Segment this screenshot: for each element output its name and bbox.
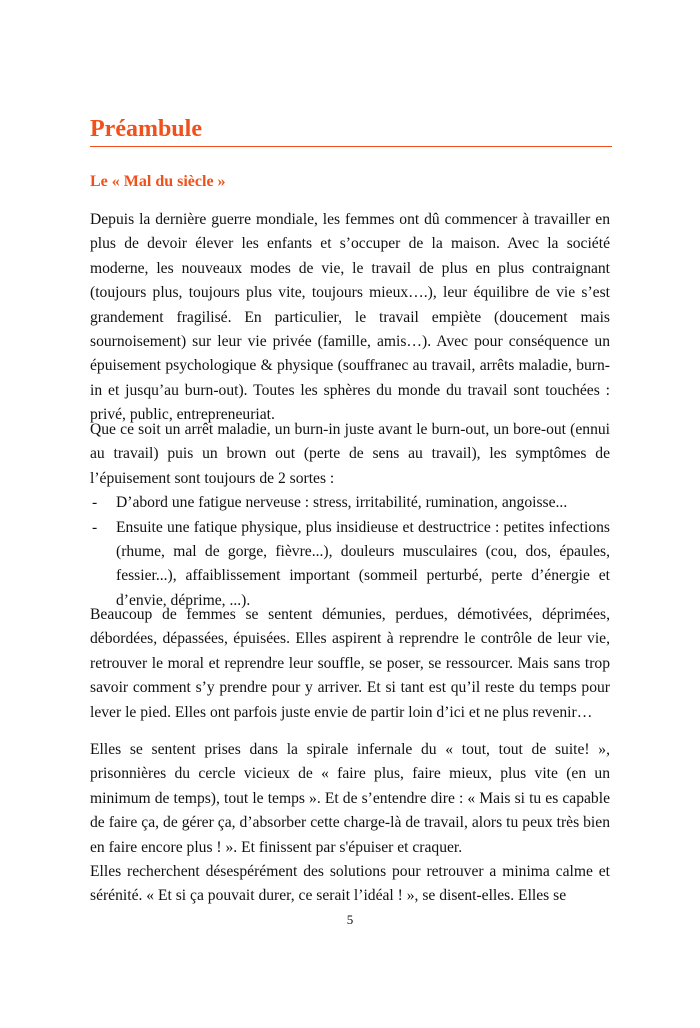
symptoms-intro-text: Que ce soit un arrêt maladie, un burn-in juste avant le burn-out, un bore-out (ennui au travail) puis un brown out (perte de sens au travail), les symptômes de l’épuisement sont toujours de 2 sortes :: [90, 421, 610, 487]
list-item-text: D’abord une fatigue nerveuse : stress, irritabilité, rumination, angoisse...: [116, 494, 568, 512]
dash-bullet: -: [92, 518, 98, 536]
list-item: [90, 491, 610, 515]
dash-bullet: -: [92, 494, 98, 512]
paragraph-intro: Depuis la dernière guerre mondiale, les femmes ont dû commencer à travailler en plus de devoir élever les enfants et s’occuper de la maison. Avec la société moderne, les nouveaux modes de vie, le travail de plus en plus contraignant (toujours plus, toujours plus vite, toujours mieux….), leur équilibre de vie s’est grandement fragilisé. En particulier, le travail empiète (doucement mais sournoisement) sur leur vie privée (famille, amis…). Avec pour conséquence un épuisement psychologique & physique (souffranec au travail, arrêts maladie, burn-in et jusqu’au burn-out). Toutes les sphères du monde du travail sont touchées : privé, public, entrepreneuriat.: [90, 211, 610, 424]
list-item: [90, 516, 610, 614]
section-subtitle: Le « Mal du siècle »: [90, 173, 226, 190]
page-title: Préambule: [90, 112, 612, 147]
page-number: 5: [346, 912, 354, 927]
paragraph-symptoms: [90, 418, 610, 613]
paragraph-spiral: Elles se sentent prises dans la spirale infernale du « tout, tout de suite! », prisonnières du cercle vicieux de « faire plus, faire mieux, plus vite (en un minimum de temps), tout le temps ». Et de s’entendre dire : « Mais si tu es capable de faire ça, de gérer ça, d’absorber cette charge-là de travail, alors tu peux très bien en faire encore plus ! ». Et finissent par s'épuiser et craquer.: [90, 741, 610, 856]
symptoms-list: [90, 491, 610, 613]
paragraph-solutions: Elles recherchent désespérément des solutions pour retrouver a minima calme et sérénité. « Et si ça pouvait durer, ce serait l’idéal ! », se disent-elles. Elles se: [90, 863, 610, 905]
list-item-text: Ensuite une fatique physique, plus insidieuse et destructrice : petites infections (rhume, mal de gorge, fièvre...), douleurs musculaires (cou, dos, épaules, fessier...), affaiblissement important (sommeil perturbé, perte d’énergie et d’envie, déprime, ...).: [116, 518, 610, 609]
paragraph-feelings: Beaucoup de femmes se sentent démunies, perdues, démotivées, déprimées, débordées, dépassées, épuisées. Elles aspirent à reprendre le contrôle de leur vie, retrouver le moral et reprendre leur souffle, se poser, se ressourcer. Mais sans trop savoir comment s’y prendre pour y arriver. Et si tant est qu’il reste du temps pour lever le pied. Elles ont parfois juste envie de partir loin d’ici et ne plus revenir…: [90, 606, 610, 721]
